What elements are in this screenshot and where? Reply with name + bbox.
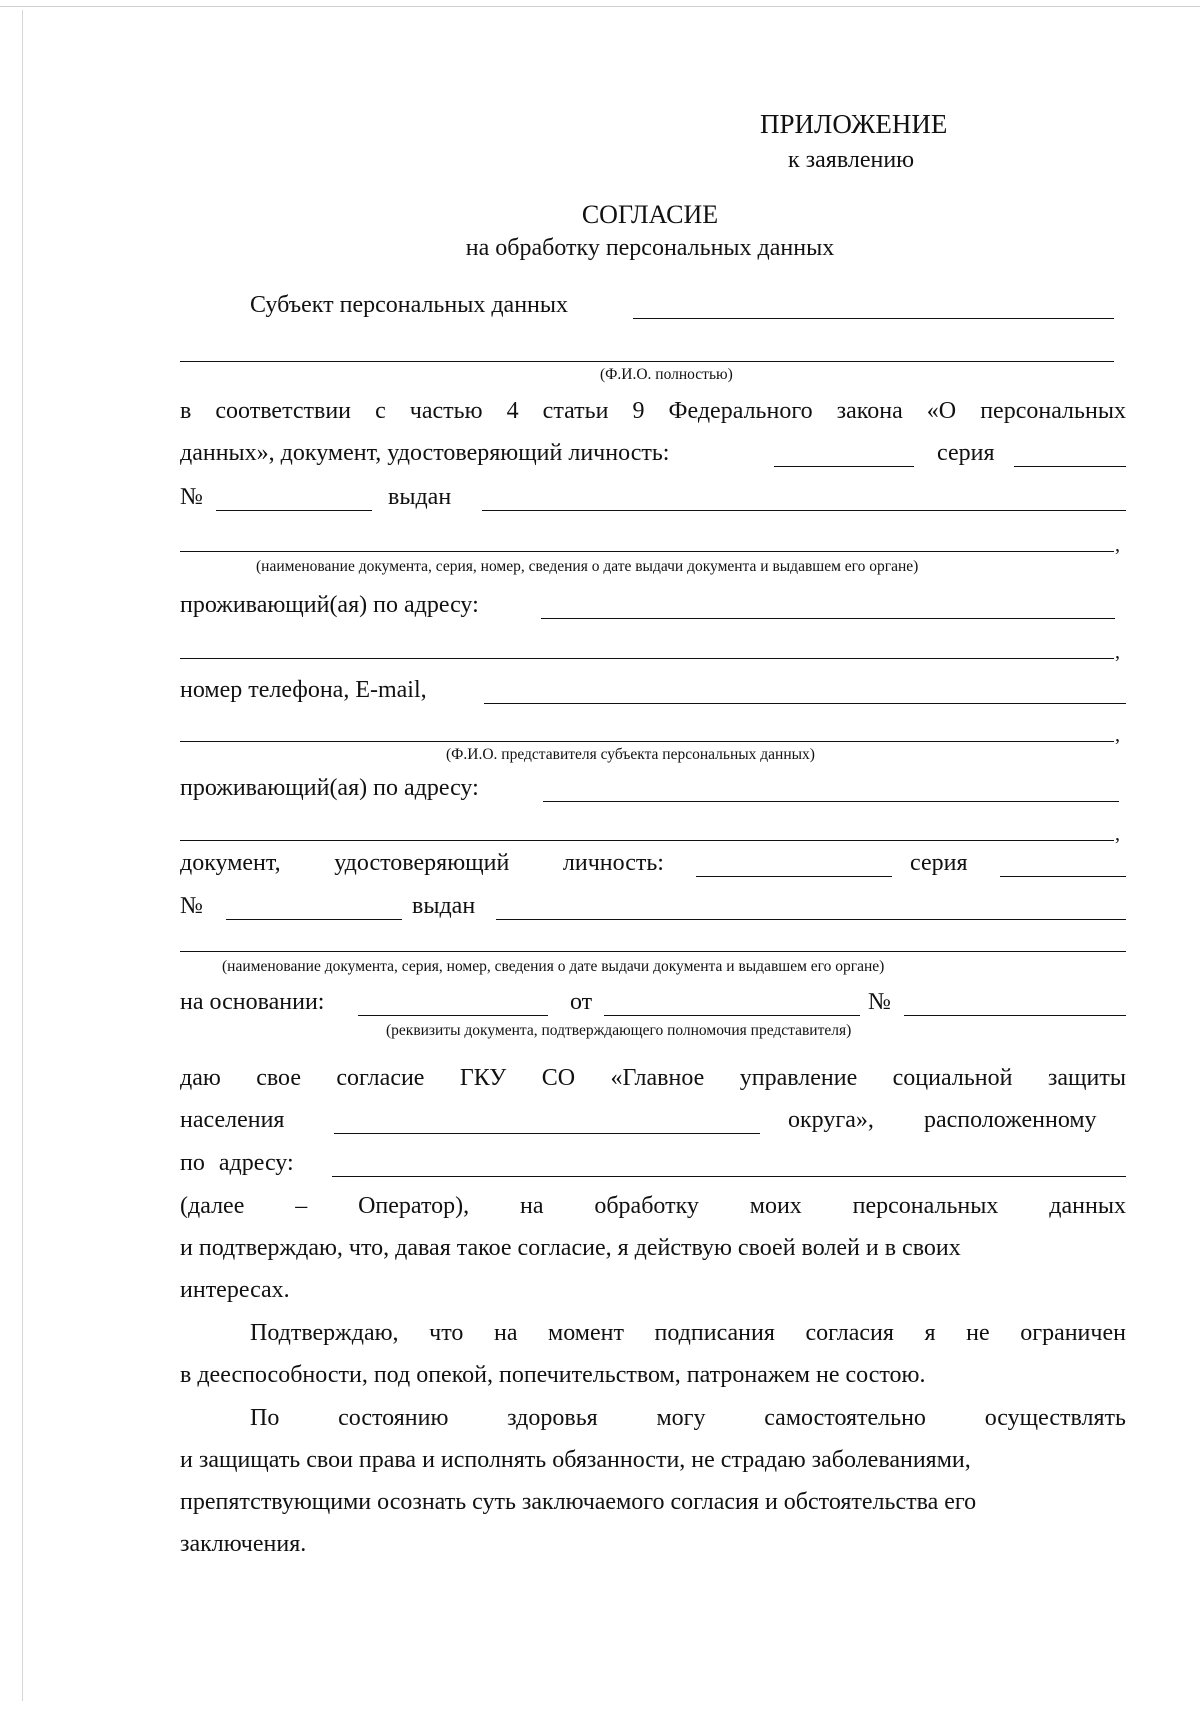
representative-address-field-line2[interactable] [180, 840, 1114, 841]
identity-doc-field[interactable] [774, 466, 914, 467]
capacity-word: я [924, 1320, 936, 1346]
representative-issued-by-field[interactable] [496, 919, 1126, 920]
representative-series-label: серия [910, 850, 968, 876]
representative-issued-label: выдан [412, 893, 476, 919]
representative-series-field[interactable] [1000, 876, 1126, 877]
operator-word: обработку [594, 1193, 699, 1219]
capacity-paragraph-line1 [250, 1318, 1126, 1348]
operator-line [180, 1191, 1126, 1221]
basis-number-field[interactable] [904, 1015, 1126, 1016]
residence-address-field[interactable] [541, 618, 1115, 619]
comma: , [1115, 641, 1120, 663]
law-reference-word: Федерального [668, 398, 813, 424]
residence-address-field-line2[interactable] [180, 658, 1114, 659]
document-details-hint: (наименование документа, серия, номер, сведения о дате выдачи документа и выдавшем его органе) [256, 558, 919, 575]
basis-date-field[interactable] [604, 1015, 860, 1016]
operator-word: моих [749, 1193, 802, 1219]
consent-word: даю [180, 1065, 221, 1091]
operator-word: – [295, 1193, 308, 1219]
consent-word: защиты [1047, 1065, 1126, 1091]
representative-doc-word: документ, [180, 850, 281, 876]
scan-margin-line [22, 10, 23, 1701]
representative-name-field[interactable] [180, 741, 1114, 742]
representative-residing-label: проживающий(ая) по адресу: [180, 775, 479, 801]
law-reference-word: соответствии [215, 398, 352, 424]
law-reference-word: 9 [632, 398, 645, 424]
law-reference-word: с [375, 398, 386, 424]
subject-label: Субъект персональных данных [250, 292, 569, 318]
health-word: По [250, 1405, 280, 1431]
consent-word: ГКУ [459, 1065, 507, 1091]
interests-line: интересах. [180, 1277, 290, 1303]
representative-doc-field[interactable] [696, 876, 892, 877]
population-label: населения [180, 1107, 285, 1133]
health-paragraph-line1 [250, 1403, 1126, 1433]
representative-doc-word: личность: [562, 850, 664, 876]
operator-word: на [519, 1193, 544, 1219]
identity-doc-label: данных», документ, удостоверяющий личность: [180, 440, 670, 466]
district-field[interactable] [334, 1133, 760, 1134]
issued-label: выдан [388, 484, 452, 510]
comma: , [1115, 823, 1120, 845]
basis-label: на основании: [180, 989, 325, 1015]
health-word: здоровья [507, 1405, 598, 1431]
health-word: осуществлять [984, 1405, 1126, 1431]
law-reference-word: в [180, 398, 192, 424]
capacity-word: Подтверждаю, [250, 1320, 399, 1346]
district-label: округа», [788, 1107, 874, 1133]
document-title: СОГЛАСИЕ [581, 200, 719, 229]
consent-word: согласие [336, 1065, 425, 1091]
appendix-title: ПРИЛОЖЕНИЕ [760, 109, 948, 139]
series-label: серия [937, 440, 995, 466]
phone-email-label: номер телефона, E-mail, [180, 677, 427, 703]
capacity-word: на [493, 1320, 518, 1346]
representative-issued-by-field-line2[interactable] [180, 951, 1126, 952]
located-label: расположенному [924, 1107, 1097, 1133]
consent-word: «Главное [610, 1065, 705, 1091]
subject-name-field-line2[interactable] [180, 361, 1114, 362]
comma: , [1115, 724, 1120, 746]
capacity-paragraph-line2: в дееспособности, под опекой, попечительством, патронажем не состою. [180, 1362, 926, 1388]
consent-word: СО [541, 1065, 576, 1091]
consent-word: управление [739, 1065, 858, 1091]
capacity-word: согласия [805, 1320, 894, 1346]
law-reference-word: 4 [506, 398, 519, 424]
health-paragraph-line4: заключения. [180, 1531, 307, 1557]
subject-name-field[interactable] [633, 318, 1114, 319]
consent-word: социальной [892, 1065, 1013, 1091]
capacity-word: момент [548, 1320, 624, 1346]
capacity-word: ограничен [1020, 1320, 1126, 1346]
law-reference-word: «О [926, 398, 957, 424]
phone-email-field[interactable] [484, 703, 1126, 704]
capacity-word: что [429, 1320, 464, 1346]
law-reference-word: персональных [980, 398, 1126, 424]
operator-word: данных [1049, 1193, 1126, 1219]
operator-address-label: по адресу: [180, 1150, 294, 1176]
basis-number-label: № [868, 989, 891, 1015]
consent-line [180, 1063, 1126, 1093]
representative-doc-word: удостоверяющий [334, 850, 510, 876]
basis-hint: (реквизиты документа, подтверждающего полномочия представителя) [386, 1022, 852, 1039]
issued-by-field-line2[interactable] [180, 551, 1114, 552]
scan-edge-line [0, 6, 1200, 8]
representative-address-field[interactable] [543, 801, 1119, 802]
fio-hint: (Ф.И.О. полностью) [600, 366, 733, 383]
representative-number-field[interactable] [226, 919, 402, 920]
capacity-word: не [966, 1320, 990, 1346]
operator-word: (далее [180, 1193, 245, 1219]
residing-label: проживающий(ая) по адресу: [180, 592, 479, 618]
law-reference-word: частью [409, 398, 483, 424]
health-paragraph-line2: и защищать свои права и исполнять обязанности, не страдаю заболеваниями, [180, 1447, 971, 1473]
operator-word: Оператор), [358, 1193, 470, 1219]
operator-address-field[interactable] [332, 1176, 1126, 1177]
representative-doc-label [180, 848, 664, 878]
health-word: самостоятельно [764, 1405, 926, 1431]
series-field[interactable] [1014, 466, 1126, 467]
appendix-subtitle: к заявлению [788, 147, 915, 173]
representative-number-label: № [180, 893, 203, 919]
basis-date-label: от [570, 989, 593, 1015]
number-label: № [180, 484, 203, 510]
basis-document-field[interactable] [358, 1015, 548, 1016]
issued-by-field[interactable] [482, 510, 1126, 511]
representative-hint: (Ф.И.О. представителя субъекта персональных данных) [446, 746, 815, 763]
consent-word: свое [256, 1065, 301, 1091]
health-word: состоянию [338, 1405, 449, 1431]
law-reference-line [180, 396, 1126, 426]
law-reference-word: статьи [542, 398, 609, 424]
comma: , [1115, 534, 1120, 556]
document-subtitle: на обработку персональных данных [465, 235, 835, 261]
representative-document-details-hint: (наименование документа, серия, номер, сведения о дате выдачи документа и выдавшем его органе) [222, 958, 885, 975]
number-field[interactable] [216, 510, 372, 511]
operator-word: персональных [852, 1193, 999, 1219]
health-word: могу [656, 1405, 706, 1431]
capacity-word: подписания [654, 1320, 775, 1346]
confirm-line: и подтверждаю, что, давая такое согласие, я действую своей волей и в своих [180, 1235, 961, 1261]
health-paragraph-line3: препятствующими осознать суть заключаемого согласия и обстоятельства его [180, 1489, 977, 1515]
law-reference-word: закона [836, 398, 903, 424]
